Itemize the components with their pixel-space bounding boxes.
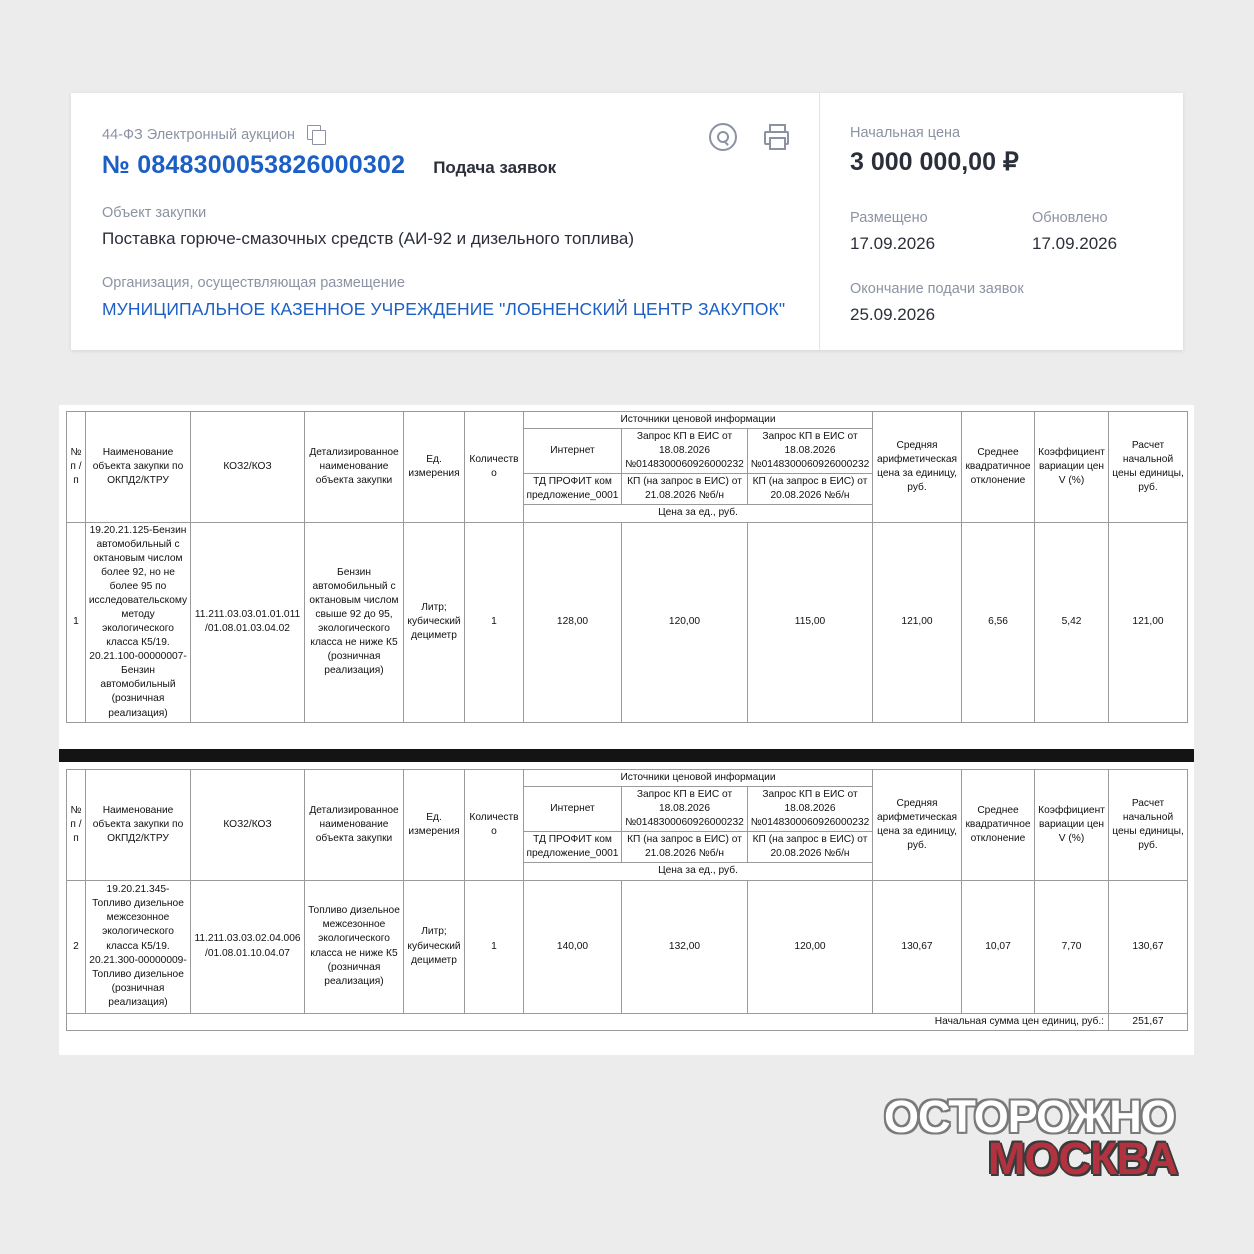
- hdr-src3: Запрос КП в ЕИС от 18.08.2026 №0148300060926000232: [748, 787, 873, 832]
- hdr-sd: Среднее квадратичное отклонение: [962, 770, 1035, 881]
- hdr-sources: Источники ценовой информации: [524, 412, 873, 429]
- hdr-price-unit: Цена за ед., руб.: [524, 863, 873, 880]
- hdr-avg: Средняя арифметическая цена за единицу, руб.: [873, 412, 962, 523]
- print-icon[interactable]: [763, 123, 789, 149]
- row-qty: 1: [465, 880, 524, 1013]
- logo-line-2: МОСКВА: [988, 1133, 1178, 1184]
- hdr-name: Наименование объекта закупки по ОКПД2/КТРУ: [86, 412, 191, 523]
- status-badge: Подача заявок: [433, 158, 557, 177]
- hdr-unit: Ед. измерения: [404, 770, 465, 881]
- hdr-src1-sub: ТД ПРОФИТ ком предложение_0001: [524, 832, 622, 863]
- row-price-2: 120,00: [622, 522, 748, 722]
- row-num: 2: [67, 880, 86, 1013]
- row-avg: 121,00: [873, 522, 962, 722]
- law-type-label: 44-ФЗ Электронный аукцион: [102, 126, 296, 143]
- copy-icon[interactable]: [307, 125, 326, 144]
- hdr-src3-sub: КП (на запрос в ЕИС) от 20.08.2026 №б/н: [748, 832, 873, 863]
- row-unit: Литр; кубический дециметр: [404, 522, 465, 722]
- hdr-koz: КОЗ2/КОЗ: [191, 770, 305, 881]
- hdr-koz: КОЗ2/КОЗ: [191, 412, 305, 523]
- row-price-2: 132,00: [622, 880, 748, 1013]
- row-unit: Литр; кубический дециметр: [404, 880, 465, 1013]
- hdr-src1: Интернет: [524, 429, 622, 474]
- hdr-src3: Запрос КП в ЕИС от 18.08.2026 №0148300060926000232: [748, 429, 873, 474]
- row-qty: 1: [465, 522, 524, 722]
- org-link[interactable]: МУНИЦИПАЛЬНОЕ КАЗЕННОЕ УЧРЕЖДЕНИЕ "ЛОБНЕНСКИЙ ЦЕНТР ЗАКУПОК": [102, 299, 786, 319]
- price-label: Начальная цена: [850, 125, 961, 141]
- row-avg: 130,67: [873, 880, 962, 1013]
- hdr-calc: Расчет начальной цены единицы, руб.: [1109, 770, 1188, 881]
- row-cv: 7,70: [1035, 880, 1109, 1013]
- row-koz: 11.211.03.03.01.01.011 /01.08.01.03.04.02: [191, 522, 305, 722]
- hdr-price-unit: Цена за ед., руб.: [524, 505, 873, 522]
- logo-line-1: ОСТОРОЖНО: [884, 1091, 1175, 1142]
- card-tools: [709, 123, 789, 151]
- hdr-num: № п /п: [67, 412, 86, 523]
- price-table-2: [66, 769, 1188, 1031]
- org-label: Организация, осуществляющая размещение: [102, 275, 405, 291]
- posted-label: Размещено: [850, 210, 928, 226]
- hdr-qty: Количество: [465, 770, 524, 881]
- row-sd: 10,07: [962, 880, 1035, 1013]
- row-calc: 130,67: [1109, 880, 1188, 1013]
- posted-value: 17.09.2026: [850, 234, 936, 253]
- hdr-avg: Средняя арифметическая цена за единицу, руб.: [873, 770, 962, 881]
- procurement-number-link[interactable]: № 0848300053826000302: [102, 151, 406, 179]
- hdr-num: № п /п: [67, 770, 86, 881]
- separator-bar: [59, 749, 1194, 762]
- hdr-calc: Расчет начальной цены единицы, руб.: [1109, 412, 1188, 523]
- hdr-src2-sub: КП (на запрос в ЕИС) от 21.08.2026 №б/н: [622, 474, 748, 505]
- table-row: [67, 522, 1188, 722]
- price-table-1: [66, 411, 1188, 723]
- table-row: [67, 880, 1188, 1013]
- hdr-src1: Интернет: [524, 787, 622, 832]
- updated-value: 17.09.2026: [1032, 234, 1118, 253]
- row-num: 1: [67, 522, 86, 722]
- row-name: 19.20.21.125-Бензин автомобильный с октановым числом более 92, но не более 95 по исследовательскому методу экологического класса К5/19. 20.21.100-00000007-Бензин автомобильный (розничная реализация): [86, 522, 191, 722]
- total-label: Начальная сумма цен единиц, руб.:: [67, 1013, 1109, 1030]
- hdr-qty: Количество: [465, 412, 524, 523]
- row-detail: Топливо дизельное межсезонное экологического класса не ниже К5 (розничная реализация): [305, 880, 404, 1013]
- hdr-sd: Среднее квадратичное отклонение: [962, 412, 1035, 523]
- watermark-logo: [884, 1091, 1204, 1190]
- hdr-src3-sub: КП (на запрос в ЕИС) от 20.08.2026 №б/н: [748, 474, 873, 505]
- hdr-sources: Источники ценовой информации: [524, 770, 873, 787]
- hdr-name: Наименование объекта закупки по ОКПД2/КТРУ: [86, 770, 191, 881]
- hdr-detail: Детализированное наименование объекта закупки: [305, 412, 404, 523]
- row-price-3: 115,00: [748, 522, 873, 722]
- row-price-1: 128,00: [524, 522, 622, 722]
- hdr-src2: Запрос КП в ЕИС от 18.08.2026 №0148300060926000232: [622, 787, 748, 832]
- price-table-sheet-2: [59, 762, 1194, 1055]
- procurement-card: [71, 93, 1183, 350]
- deadline-value: 25.09.2026: [850, 305, 936, 324]
- row-price-1: 140,00: [524, 880, 622, 1013]
- hdr-cv: Коэффициент вариации цен V (%): [1035, 770, 1109, 881]
- row-calc: 121,00: [1109, 522, 1188, 722]
- search-icon[interactable]: [709, 123, 737, 151]
- hdr-unit: Ед. измерения: [404, 412, 465, 523]
- hdr-src1-sub: ТД ПРОФИТ ком предложение_0001: [524, 474, 622, 505]
- object-label: Объект закупки: [102, 205, 207, 221]
- price-table-sheet-1: [59, 405, 1194, 750]
- procurement-header: [102, 151, 556, 180]
- procurement-type: [102, 125, 326, 144]
- card-summary: [820, 93, 1183, 350]
- row-price-3: 120,00: [748, 880, 873, 1013]
- total-row: [67, 1013, 1188, 1030]
- hdr-src2-sub: КП (на запрос в ЕИС) от 21.08.2026 №б/н: [622, 832, 748, 863]
- hdr-cv: Коэффициент вариации цен V (%): [1035, 412, 1109, 523]
- updated-label: Обновлено: [1032, 210, 1108, 226]
- row-name: 19.20.21.345-Топливо дизельное межсезонное экологического класса К5/19. 20.21.300-00000009-Топливо дизельное (розничная реализация): [86, 880, 191, 1013]
- deadline-label: Окончание подачи заявок: [850, 281, 1024, 297]
- hdr-src2: Запрос КП в ЕИС от 18.08.2026 №0148300060926000232: [622, 429, 748, 474]
- total-value: 251,67: [1109, 1013, 1188, 1030]
- row-sd: 6,56: [962, 522, 1035, 722]
- price-value: 3 000 000,00 ₽: [850, 148, 1019, 176]
- row-cv: 5,42: [1035, 522, 1109, 722]
- row-detail: Бензин автомобильный с октановым числом свыше 92 до 95, экологического класса не ниже К5 (розничная реализация): [305, 522, 404, 722]
- card-main: [71, 93, 819, 350]
- object-value: Поставка горюче-смазочных средств (АИ-92 и дизельного топлива): [102, 229, 635, 248]
- row-koz: 11.211.03.03.02.04.006 /01.08.01.10.04.07: [191, 880, 305, 1013]
- hdr-detail: Детализированное наименование объекта закупки: [305, 770, 404, 881]
